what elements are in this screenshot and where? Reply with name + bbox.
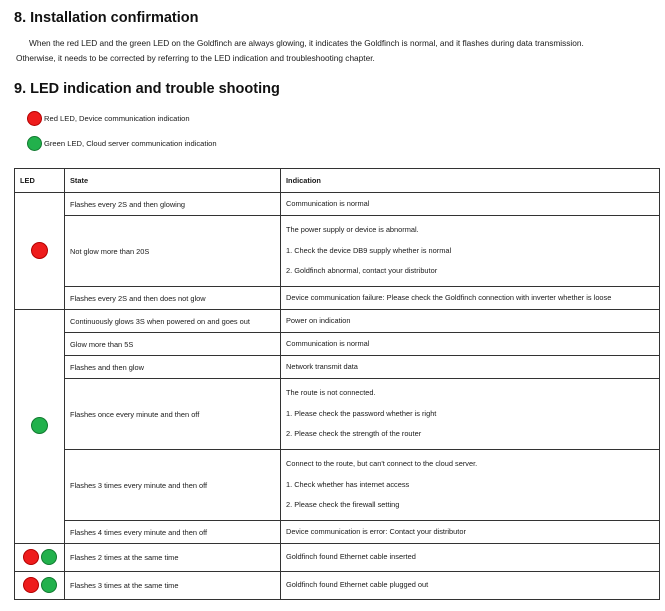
green-led-icon <box>27 136 42 151</box>
indication-cell <box>281 193 660 216</box>
green-led-icon <box>41 549 57 565</box>
indication-cell <box>281 287 660 310</box>
state-cell: Flashes 3 times at the same time <box>65 572 281 600</box>
table-row <box>15 216 660 287</box>
red-green-led-pair <box>23 577 57 593</box>
green-led-icon <box>31 417 48 434</box>
indication-line: 2. Goldfinch abnormal, contact your distributor <box>286 266 438 276</box>
state-cell: Flashes every 2S and then does not glow <box>65 287 281 310</box>
state-cell: Flashes every 2S and then glowing <box>65 193 281 216</box>
indication-cell <box>281 521 660 544</box>
indication-cell <box>281 333 660 356</box>
table-row <box>15 544 660 572</box>
table-row <box>15 310 660 333</box>
indication-line: Communication is normal <box>286 338 370 348</box>
state-cell: Flashes and then glow <box>65 356 281 379</box>
red-green-led-cell <box>15 544 65 572</box>
red-led-icon <box>27 111 42 126</box>
legend-red-label: Red LED, Device communication indication <box>44 114 190 123</box>
indication-line: 1. Check whether has internet access <box>286 479 410 489</box>
green-led-icon <box>41 577 57 593</box>
indication-cell <box>281 310 660 333</box>
indication-line: 2. Please check the firewall setting <box>286 500 400 510</box>
indication-line: Device communication is error: Contact your distributor <box>286 526 466 536</box>
indication-line: Communication is normal <box>286 198 370 208</box>
red-green-led-cell <box>15 572 65 600</box>
table-row <box>15 379 660 450</box>
section-9-heading: 9. LED indication and trouble shooting <box>14 81 280 97</box>
red-led-cell <box>15 193 65 310</box>
indication-line: The power supply or device is abnormal. <box>286 225 419 235</box>
red-led-icon <box>31 242 48 259</box>
state-cell: Not glow more than 20S <box>65 216 281 287</box>
indication-cell <box>281 450 660 521</box>
indication-line: Network transmit data <box>286 361 358 371</box>
section-8-paragraph <box>16 36 656 65</box>
indication-cell <box>281 544 660 572</box>
table-header-row <box>15 169 660 193</box>
table-row <box>15 572 660 600</box>
indication-line: 1. Check the device DB9 supply whether is normal <box>286 245 452 255</box>
table-row <box>15 450 660 521</box>
red-led-icon <box>23 577 39 593</box>
indication-line: The route is not connected. <box>286 388 376 398</box>
header-indication: Indication <box>281 169 660 193</box>
paragraph-line-2: Otherwise, it needs to be corrected by referring to the LED indication and troubleshooting chapter. <box>16 52 375 63</box>
legend-green-label: Green LED, Cloud server communication indication <box>44 139 217 148</box>
legend-red <box>27 111 190 126</box>
indication-cell <box>281 379 660 450</box>
header-state: State <box>65 169 281 193</box>
indication-cell <box>281 356 660 379</box>
led-troubleshooting-table <box>14 168 660 600</box>
indication-line: 1. Please check the password whether is right <box>286 408 437 418</box>
state-cell: Flashes 3 times every minute and then off <box>65 450 281 521</box>
state-cell: Flashes 2 times at the same time <box>65 544 281 572</box>
table-row <box>15 356 660 379</box>
state-cell: Flashes once every minute and then off <box>65 379 281 450</box>
table-row <box>15 193 660 216</box>
section-8-heading: 8. Installation confirmation <box>14 10 199 26</box>
legend-green <box>27 136 217 151</box>
indication-line: Power on indication <box>286 315 351 325</box>
indication-line: 2. Please check the strength of the router <box>286 429 422 439</box>
table-row <box>15 287 660 310</box>
indication-line: Goldfinch found Ethernet cable inserted <box>286 552 416 562</box>
state-cell: Glow more than 5S <box>65 333 281 356</box>
state-cell: Flashes 4 times every minute and then off <box>65 521 281 544</box>
indication-line: Goldfinch found Ethernet cable plugged out <box>286 580 429 590</box>
red-led-icon <box>23 549 39 565</box>
paragraph-line-1: When the red LED and the green LED on the Goldfinch are always glowing, it indicates the Goldfinch is normal, and it flashes during data transmission. <box>29 38 584 48</box>
indication-cell <box>281 216 660 287</box>
red-green-led-pair <box>23 549 57 565</box>
green-led-cell <box>15 310 65 544</box>
indication-cell <box>281 572 660 600</box>
table-row <box>15 521 660 544</box>
indication-line: Connect to the route, but can't connect to the cloud server. <box>286 459 478 469</box>
table-row <box>15 333 660 356</box>
state-cell: Continuously glows 3S when powered on and goes out <box>65 310 281 333</box>
header-led: LED <box>15 169 65 193</box>
indication-line: Device communication failure: Please check the Goldfinch connection with inverter whether is loose <box>286 292 612 302</box>
